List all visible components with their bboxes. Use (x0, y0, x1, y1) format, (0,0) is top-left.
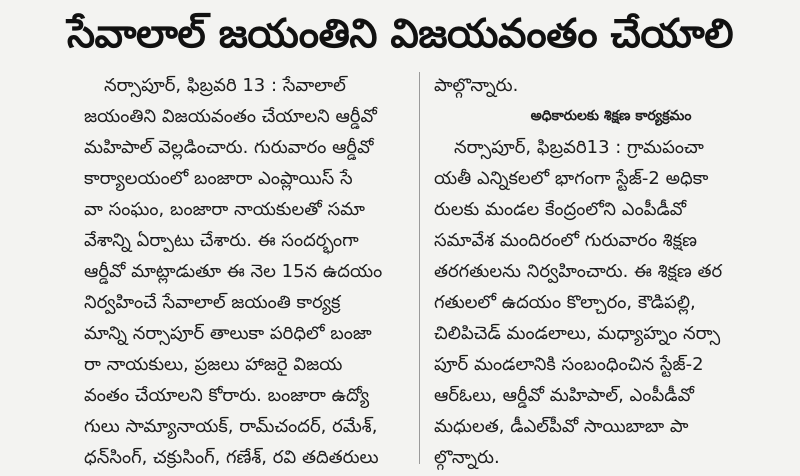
article-subheading: అధికారులకు శిక్షణ కార్యక్రమం (530, 108, 692, 124)
article-line: నిర్వహించే సేవాలాల్ జయంతి కార్యక్ర (84, 292, 341, 313)
article-line: జయంతిని విజయవంతం చేయాలని ఆర్డీవో (84, 106, 377, 127)
article-officials-training (434, 70, 788, 473)
article-line: వంతం చేయాలని కోరారు. బంజారా ఉద్యో (84, 385, 370, 406)
article-line: యతీ ఎన్నికలలో భాగంగా స్టేజ్-2 అధికా (434, 168, 709, 189)
article-line: ఆర్ఓలు, ఆర్డీవో మహిపాల్, ఎంపీడీవో (434, 385, 694, 406)
article-line: రులకు మండల కేంద్రంలోని ఎంపీడీవో (434, 199, 687, 220)
article-line: ల్గొన్నారు. (434, 447, 500, 468)
article-line: మాన్ని నర్సాపూర్ తాలుకా పరిధిలో బంజా (84, 323, 372, 344)
article-line: పూర్ మండలానికి సంబంధించిన స్టేజ్-2 (434, 354, 704, 375)
article-line: నర్సాపూర్, ఫిబ్రవరి13 : గ్రామపంచా (454, 137, 704, 158)
article-line: కార్యాలయంలో బంజారా ఎంప్లాయిస్ సే (84, 168, 353, 189)
article-line: సమావేశ మందిరంలో గురువారం శిక్షణ (434, 230, 697, 251)
article-line: రా నాయకులు, ప్రజలు హాజరై విజయ (84, 354, 343, 375)
article-line: తరగతులను నిర్వహించారు. ఈ శిక్షణ తర (434, 261, 723, 282)
headline: సేవాలాల్ జయంతిని విజయవంతం చేయాలి (66, 11, 734, 57)
article-line: వా సంఘం, బంజారా నాయకులతో సమా (84, 199, 365, 220)
article-line: మహిపాల్ వెల్లడించారు. గురువారం ఆర్డీవో (84, 137, 374, 158)
article-line: నర్సాపూర్, ఫిబ్రవరి 13 : సేవాలాల్ (104, 75, 346, 96)
article-line: మధులత, డీఎల్‌పీవో సాయిబాబా పా (434, 416, 689, 437)
article-sevalal-jayanti (84, 70, 406, 473)
article-line: గులు సామ్యానాయక్, రామ్‌చందర్, రమేశ్, (84, 416, 378, 437)
column-divider (419, 72, 420, 464)
article-line: చిలిపిచెడ్ మండలాలు, మధ్యాహ్నం నర్సా (434, 323, 721, 344)
article-line: ధన్‌సింగ్, చక్రుసింగ్, గణేశ్, రవి తదితరులు (84, 447, 379, 468)
article-continuation-line: పాల్గొన్నారు. (434, 75, 519, 96)
article-line: వేశాన్ని ఏర్పాటు చేశారు. ఈ సందర్భంగా (84, 230, 359, 251)
article-line: ఆర్డీవో మాట్లాడుతూ ఈ నెల 15న ఉదయం (84, 261, 383, 282)
article-line: గతులలో ఉదయం కొల్చారం, కౌడిపల్లి, (434, 292, 696, 313)
